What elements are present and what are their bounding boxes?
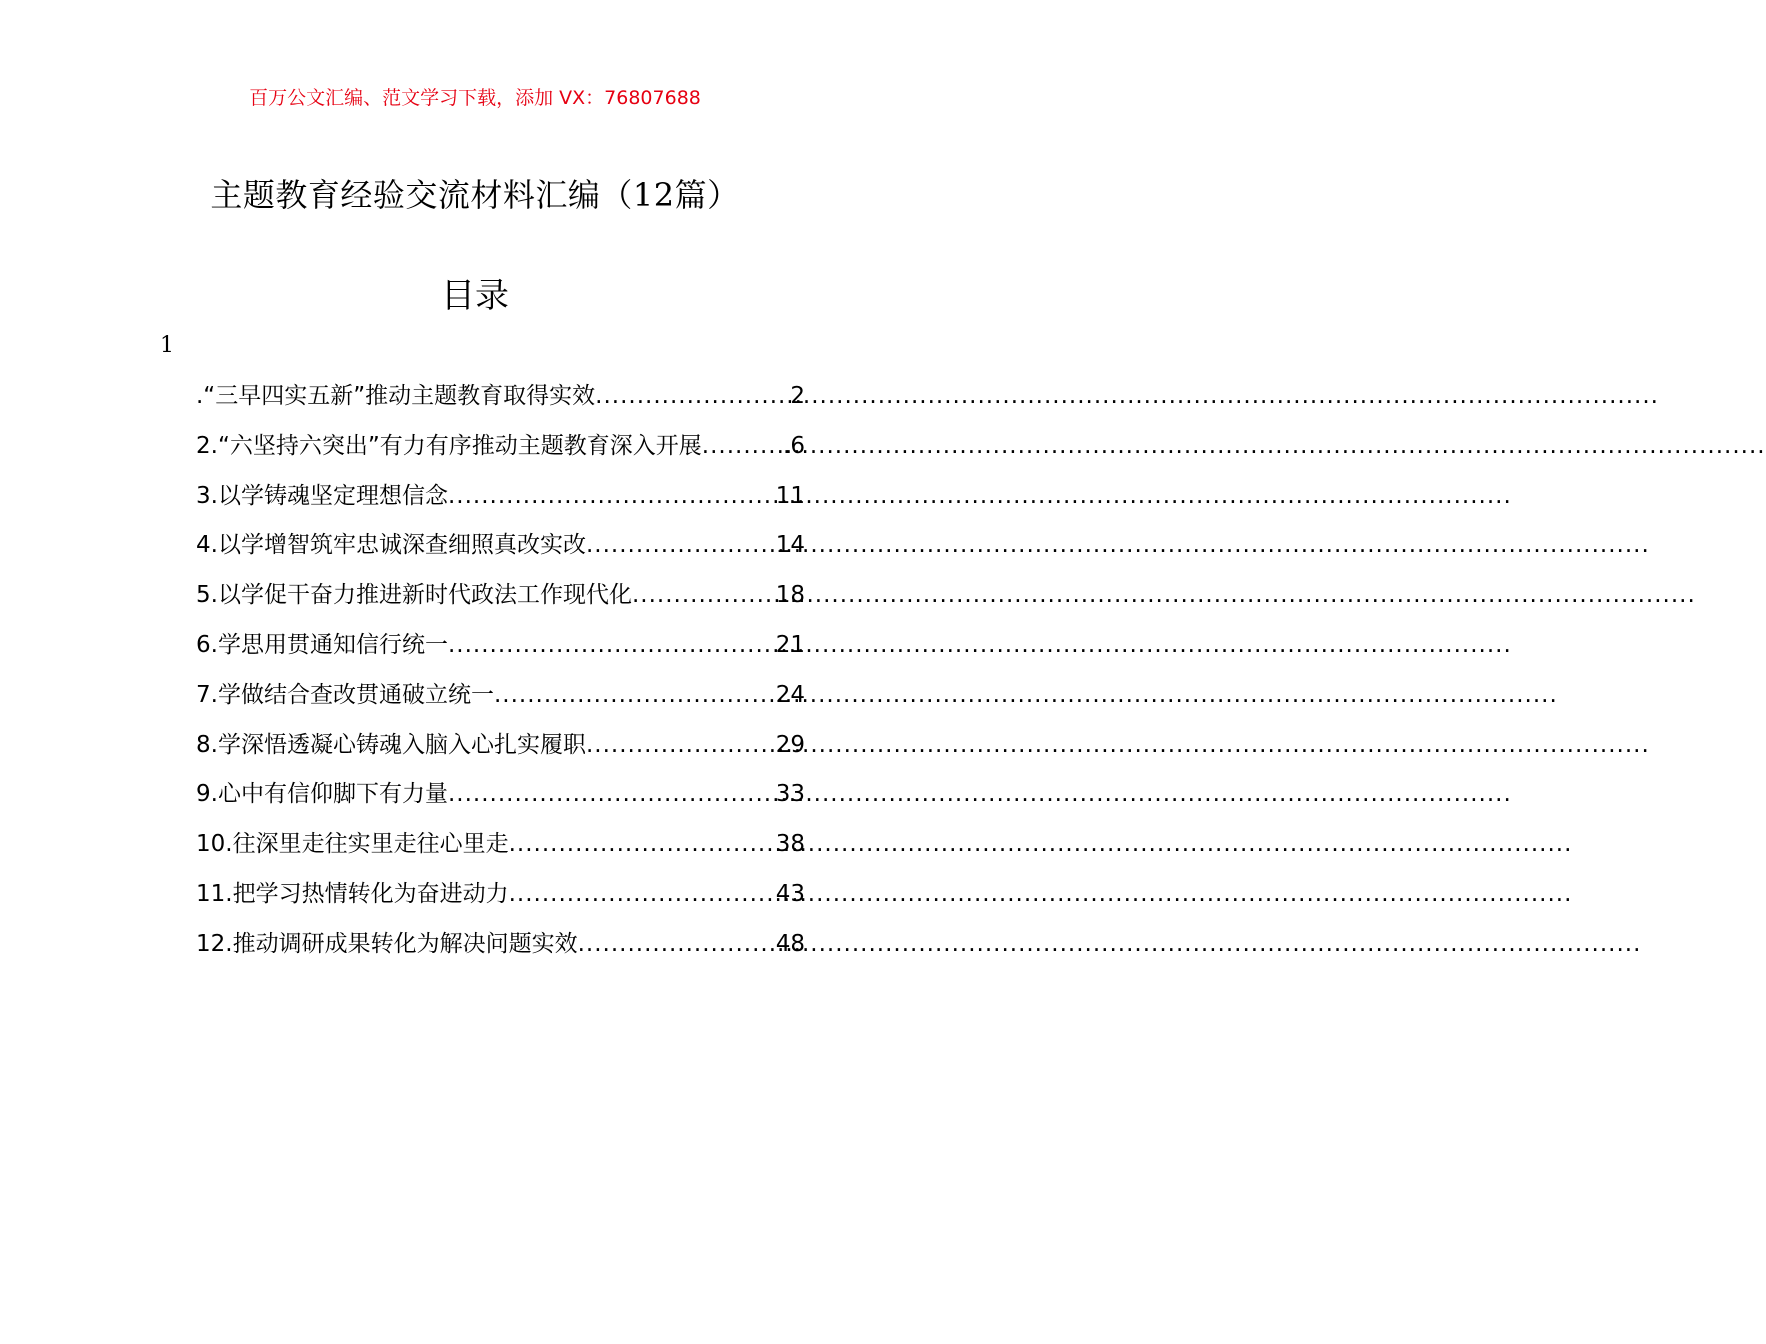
toc-entry[interactable] [196, 476, 805, 526]
toc-entry-title: 5.以学促干奋力推进新时代政法工作现代化 [196, 582, 632, 609]
toc-entry[interactable] [196, 924, 805, 974]
toc-leader [578, 924, 774, 964]
toc-entry[interactable] [196, 575, 805, 625]
toc-entry-page: 18 [775, 582, 805, 609]
document-title [0, 172, 950, 218]
title-prefix: 主题教育经验交流材料汇编（ [210, 176, 633, 214]
toc-entry[interactable] [196, 774, 805, 824]
toc-entry[interactable] [196, 824, 805, 874]
toc-entry-title: 6.学思用贯通知信行统一 [196, 631, 448, 658]
toc-entry-title: 7.学做结合查改贯通破立统一 [196, 681, 494, 708]
toc-leader [494, 675, 774, 715]
toc-entry[interactable] [196, 874, 805, 924]
title-count: 12 [632, 176, 675, 214]
toc-leader [448, 476, 774, 516]
title-suffix: 篇） [674, 176, 740, 214]
toc-entry[interactable] [196, 675, 805, 725]
toc-entry-page: 33 [775, 781, 805, 808]
toc-leader [509, 874, 774, 914]
toc-entry[interactable] [196, 625, 805, 675]
toc-entry-page: 48 [775, 930, 805, 957]
toc-entry-title: 11.把学习热情转化为奋进动力 [196, 880, 509, 907]
toc-leader [702, 426, 781, 466]
toc-entry-page: 21 [775, 631, 805, 658]
toc-entry-page: 11 [775, 482, 805, 509]
table-of-contents [196, 376, 805, 974]
toc-leader [586, 525, 774, 565]
toc-leader [448, 774, 774, 814]
toc-entry-title: 12.推动调研成果转化为解决问题实效 [196, 930, 578, 957]
toc-leader [632, 575, 774, 615]
toc-entry[interactable] [196, 525, 805, 575]
toc-leader [509, 824, 774, 864]
toc-entry-page: 43 [775, 880, 805, 907]
toc-entry-title: .“三早四实五新”推动主题教育取得实效 [196, 383, 596, 409]
toc-entry-title: 3.以学铸魂坚定理想信念 [196, 482, 448, 509]
toc-leader [448, 625, 774, 665]
toc-entry-page: 38 [775, 831, 805, 858]
toc-entry-title: 9.心中有信仰脚下有力量 [196, 781, 448, 808]
toc-entry-page: 24 [775, 681, 805, 708]
header-note: 百万公文汇编、范文学习下载，添加 VX：76807688 [249, 87, 701, 109]
toc-entry-page: 29 [775, 731, 805, 758]
toc-leader [586, 725, 774, 765]
toc-entry-title: 4.以学增智筑牢忠诚深查细照真改实改 [196, 532, 586, 559]
toc-entry[interactable] [196, 725, 805, 775]
toc-heading: 目录 [441, 276, 509, 316]
toc-entry-title: 8.学深悟透凝心铸魂入脑入心扎实履职 [196, 731, 586, 758]
toc-entry[interactable] [196, 376, 805, 426]
toc-entry-title: 10.往深里走往实里走往心里走 [196, 831, 509, 858]
toc-entry-page: .6 [783, 432, 805, 459]
toc-entry-page: 14 [775, 532, 805, 559]
toc-entry-page: 2 [790, 383, 805, 409]
toc-leader [595, 376, 788, 416]
toc-entry[interactable] [196, 426, 805, 476]
stray-number: 1 [160, 333, 174, 358]
toc-entry-title: 2.“六坚持六突出”有力有序推动主题教育深入开展 [196, 432, 702, 459]
